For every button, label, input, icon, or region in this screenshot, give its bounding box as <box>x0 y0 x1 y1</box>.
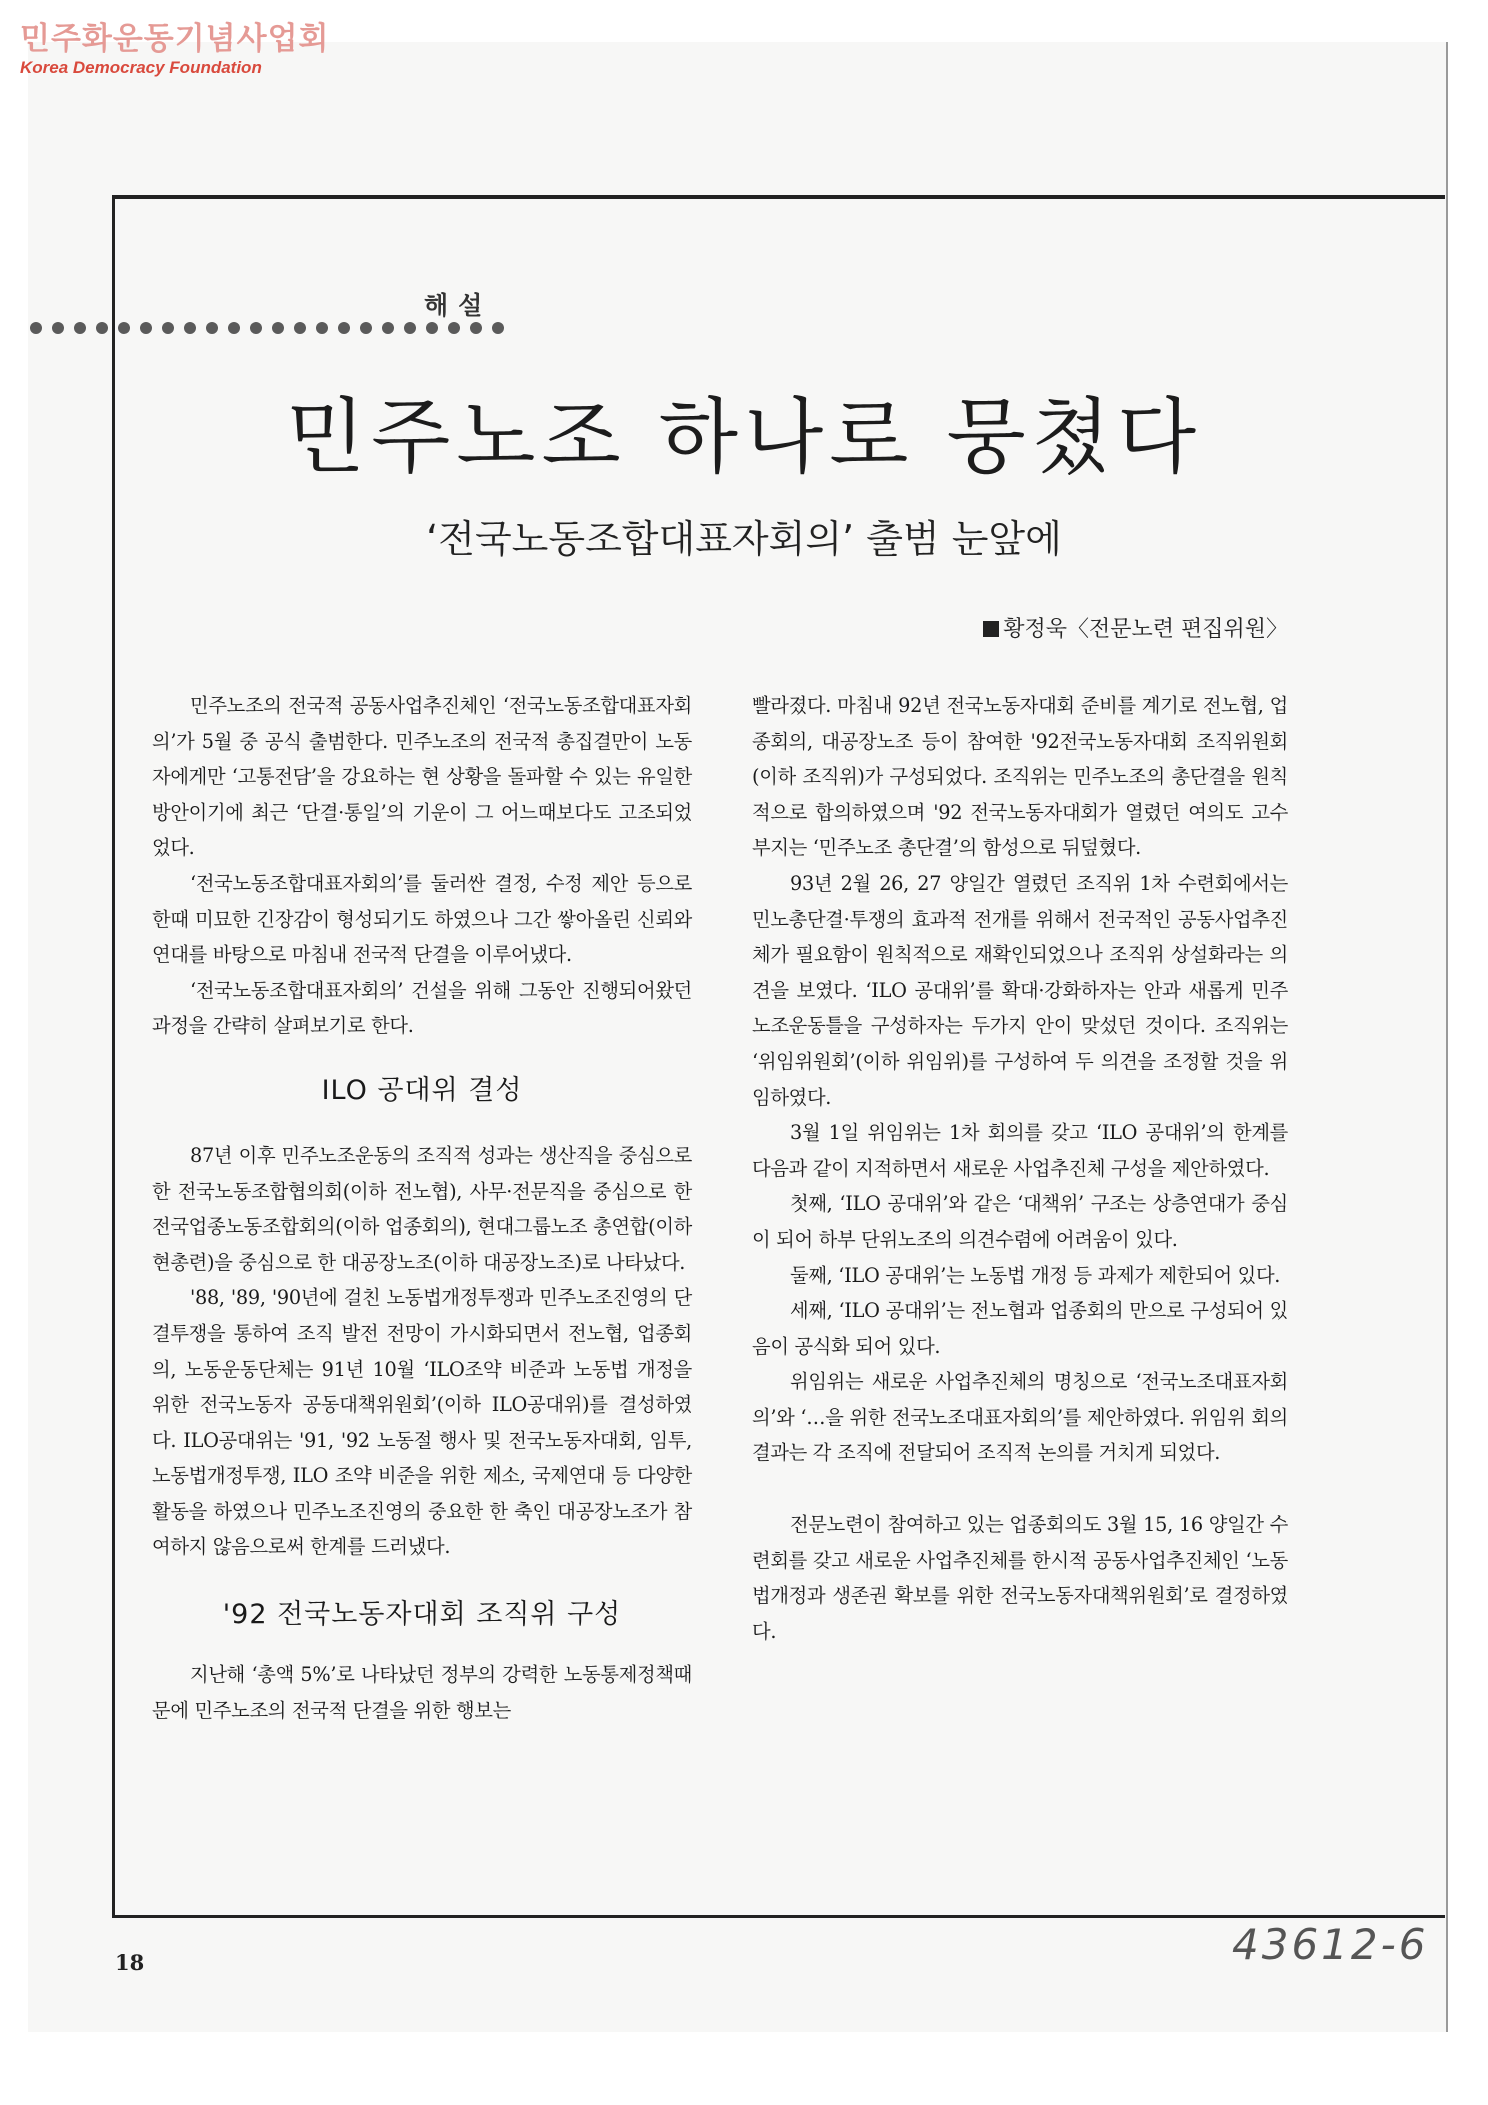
section-heading: '92 전국노동자대회 조직위 구성 <box>222 1599 622 1631</box>
paragraph: 빨라졌다. 마침내 92년 전국노동자대회 준비를 계기로 전노협, 업종회의, 대공장노조 등이 참여한 '92전국노동자대회 조직위원회(이하 조직위)가 구성되었다. 조직위는 민주노조의 총단결을 원칙적으로 합의하였으며 '92 전국노동자대회가 열렸던 여의도 고수부지는 ‘민주노조 총단결’의 함성으로 뒤덮혔다. <box>752 694 1288 860</box>
watermark-english: Korea Democracy Foundation <box>20 58 262 77</box>
dot-ornament <box>74 322 86 334</box>
handwritten-note: 43612-6 <box>1232 1920 1429 1969</box>
byline-marker <box>983 621 999 637</box>
byline <box>983 612 1288 643</box>
dot-ornament <box>250 322 262 334</box>
dot-ornament <box>404 322 416 334</box>
dot-ornament <box>448 322 460 334</box>
page-number: 18 <box>115 1950 145 1975</box>
dot-ornament <box>52 322 64 334</box>
dot-ornament <box>206 322 218 334</box>
paragraph: 3월 1일 위임위는 1차 회의를 갖고 ‘ILO 공대위’의 한계를 다음과 같이 지적하면서 새로운 사업추진체 구성을 제안하였다. <box>752 1121 1288 1180</box>
dotted-rule <box>30 322 504 334</box>
dot-ornament <box>30 322 42 334</box>
section-kicker: 해설 <box>424 291 493 320</box>
dot-ornament <box>294 322 306 334</box>
paragraph: 93년 2월 26, 27 양일간 열렸던 조직위 1차 수련회에서는 민노총단결·투쟁의 효과적 전개를 위해서 전국적인 공동사업추진체가 필요함이 원칙적으로 재확인되었으나 조직위 상설화라는 의견을 보였다. ‘ILO 공대위’를 확대·강화하자는 안과 새롭게 민주노조운동틀을 구성하자는 두가지 안이 맞섰던 것이다. 조직위는 ‘위임위원회’(이하 위임위)를 구성하여 두 의견을 조정할 것을 위임하였다. <box>752 871 1288 1109</box>
dot-ornament <box>140 322 152 334</box>
dot-ornament <box>426 322 438 334</box>
paragraph: 민주노조의 전국적 공동사업추진체인 ‘전국노동조합대표자회의’가 5월 중 공식 출범한다. 민주노조의 전국적 총집결만이 노동자에게만 ‘고통전담’을 강요하는 현 상황을 돌파할 수 있는 유일한 방안이기에 최근 ‘단결·통일’의 기운이 그 어느때보다도 고조되었었다. <box>152 694 692 860</box>
paragraph: 세째, ‘ILO 공대위’는 전노협과 업종회의 만으로 구성되어 있음이 공식화 되어 있다. <box>752 1299 1288 1358</box>
dot-ornament <box>184 322 196 334</box>
right-column <box>752 688 1288 1649</box>
paragraph: 첫째, ‘ILO 공대위’와 같은 ‘대책위’ 구조는 상층연대가 중심이 되어 하부 단위노조의 의견수렴에 어려움이 있다. <box>752 1192 1288 1251</box>
paragraph: 87년 이후 민주노조운동의 조직적 성과는 생산직을 중심으로 한 전국노동조합협의회(이하 전노협), 사무·전문직을 중심으로 한 전국업종노동조합회의(이하 업종회의), 현대그룹노조 총연합(이하 현총련)을 중심으로 한 대공장노조(이하 대공장노조)로 나타났다. <box>152 1143 692 1274</box>
article-subheadline: ‘전국노동조합대표자회의’ 출범 눈앞에 <box>426 517 1062 561</box>
paragraph: ‘전국노동조합대표자회의’를 둘러싼 결정, 수정 제안 등으로 한때 미묘한 긴장감이 형성되기도 하였으나 그간 쌓아올린 신뢰와 연대를 바탕으로 마침내 전국적 단결을 이루어냈다. <box>152 871 692 967</box>
dot-ornament <box>96 322 108 334</box>
dot-ornament <box>118 322 130 334</box>
dot-ornament <box>316 322 328 334</box>
paragraph: 둘째, ‘ILO 공대위’는 노동법 개정 등 과제가 제한되어 있다. <box>790 1263 1281 1287</box>
paragraph: '88, '89, '90년에 걸친 노동법개정투쟁과 민주노조진영의 단결투쟁을 통하여 조직 발전 전망이 가시화되면서 전노협, 업종회의, 노동운동단체는 91년 10월 ‘ILO조약 비준과 노동법 개정을 위한 전국노동자 공동대책위원회’(이하 ILO공대위)를 결성하였다. ILO공대위는 '91, '92 노동절 행사 및 전국노동자대회, 임투, 노동법개정투쟁, ILO 조약 비준을 위한 제소, 국제연대 등 다양한 활동을 하였으나 민주노조진영의 중요한 한 축인 대공장노조가 참여하지 않음으로써 한계를 드러냈다. <box>152 1286 692 1559</box>
byline-text: 황정욱〈전문노련 편집위원〉 <box>1003 617 1288 642</box>
paragraph: 위임위는 새로운 사업추진체의 명칭으로 ‘전국노조대표자회의’와 ‘…을 위한 전국노조대표자회의’를 제안하였다. 위임위 회의 결과는 각 조직에 전달되어 조직적 논의를 거치게 되었다. <box>752 1370 1288 1465</box>
article-headline: 민주노조 하나로 뭉쳤다 <box>285 390 1203 485</box>
paragraph: ‘전국노동조합대표자회의’ 건설을 위해 그동안 진행되어왔던 과정을 간략히 살펴보기로 한다. <box>152 978 692 1038</box>
dot-ornament <box>228 322 240 334</box>
watermark-logo <box>20 20 329 78</box>
dot-ornament <box>470 322 482 334</box>
dot-ornament <box>338 322 350 334</box>
section-heading: ILO 공대위 결성 <box>321 1074 523 1106</box>
paragraph-gap <box>752 1471 1288 1507</box>
watermark-korean: 민주화운동기념사업회 <box>20 21 330 57</box>
paragraph: 지난해 ‘총액 5%’로 나타났던 정부의 강력한 노동통제정책때문에 민주노조의 전국적 단결을 위한 행보는 <box>152 1663 692 1722</box>
paragraph: 전문노련이 참여하고 있는 업종회의도 3월 15, 16 양일간 수련회를 갖고 새로운 사업추진체를 한시적 공동사업추진체인 ‘노동법개정과 생존권 확보를 위한 전국노동자대책위원회’로 결정하였다. <box>752 1513 1288 1643</box>
dot-ornament <box>492 322 504 334</box>
dot-ornament <box>360 322 372 334</box>
dot-ornament <box>162 322 174 334</box>
dot-ornament <box>382 322 394 334</box>
dot-ornament <box>272 322 284 334</box>
left-column <box>152 688 692 1728</box>
